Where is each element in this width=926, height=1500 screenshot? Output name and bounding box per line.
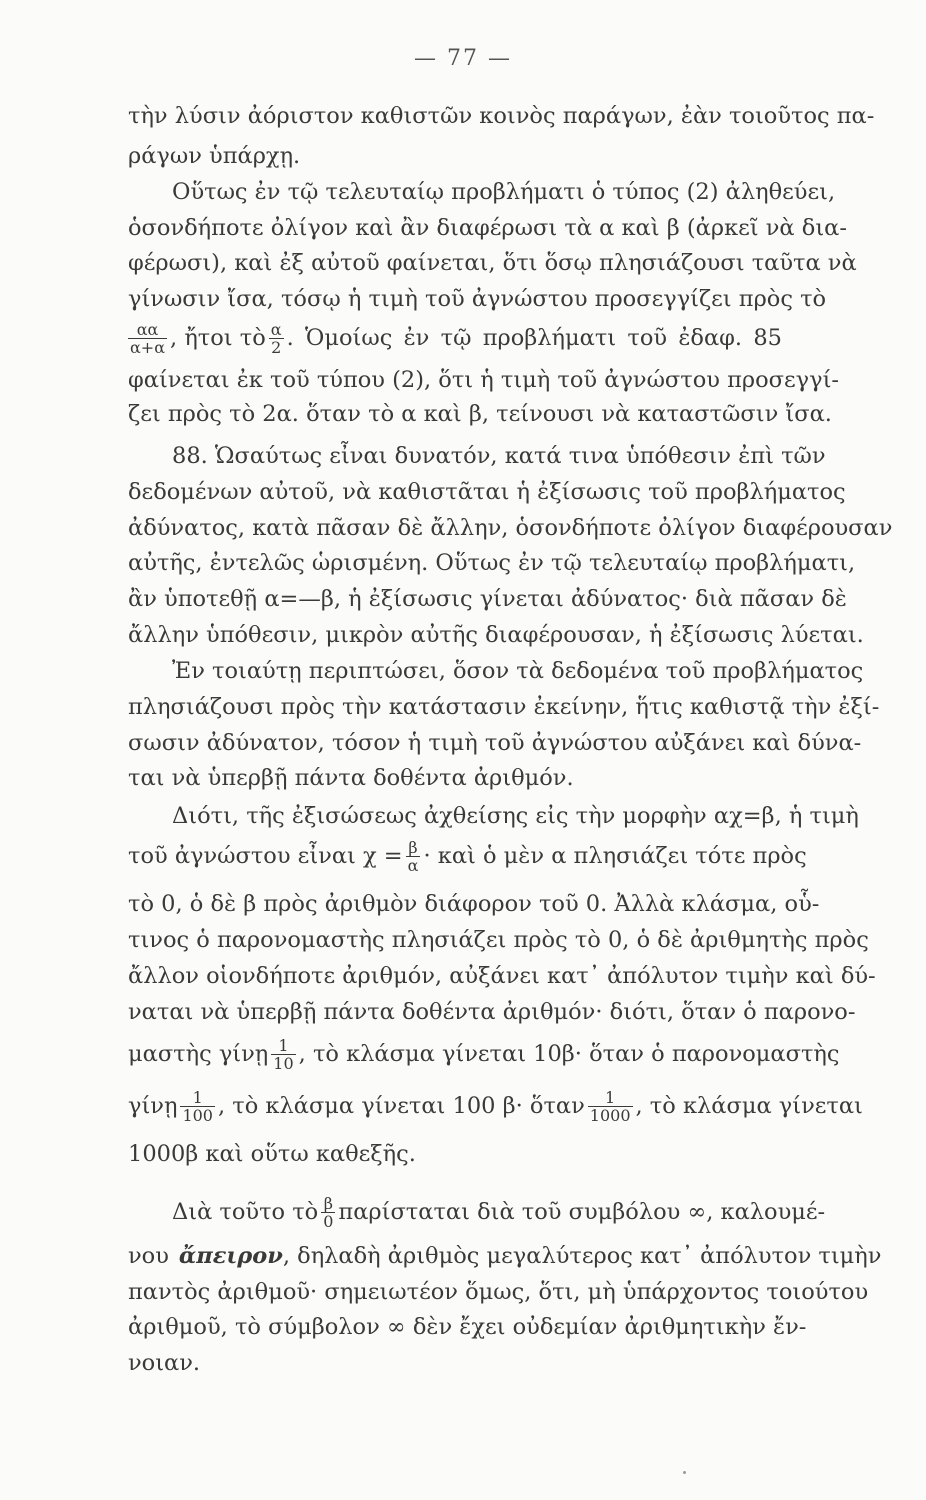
text-segment: , τὸ κλάσμα γίνεται 100 β· ὅταν: [217, 1093, 585, 1119]
text-line: Οὕτως ἐν τῷ τελευταίῳ προβλήματι ὁ τύπος (2) ἀληθεύει,: [172, 179, 836, 205]
fraction-denominator: 100: [182, 1105, 213, 1125]
text-line: ἀριθμοῦ, τὸ σύμβολον ∞ δὲν ἔχει οὐδεμίαν ἀριθμητικὴν ἔν-: [128, 1314, 807, 1340]
text-segment: μαστὴς γίνῃ: [128, 1041, 269, 1067]
fraction-numerator: β: [406, 839, 421, 857]
fraction-denominator: 2: [271, 337, 282, 357]
text-line-fraction: [128, 319, 782, 357]
fraction-numerator: 1: [180, 1089, 215, 1107]
fraction-numerator: 1: [271, 1037, 295, 1055]
text-segment: , ἤτοι τὸ: [170, 325, 266, 351]
fraction-numerator: αα: [128, 321, 167, 339]
fraction-numerator: 1: [588, 1089, 633, 1107]
text-line: τὴν λύσιν ἀόριστον καθιστῶν κοινὸς παράγων, ἐὰν τοιοῦτος πα-: [128, 103, 875, 129]
text-segment: , τὸ κλάσμα γίνεται 10β· ὅταν ὁ παρονομαστὴς: [298, 1041, 840, 1067]
text-line: σωσιν ἀδύνατον, τόσον ἡ τιμὴ τοῦ ἀγνώστου αὐξάνει καὶ δύνα-: [128, 730, 862, 756]
fraction-denominator: α: [407, 855, 419, 875]
text-line: πλησιάζουσι πρὸς τὴν κατάστασιν ἐκείνην, ἥτις καθιστᾷ τὴν ἐξί-: [128, 694, 880, 720]
text-line: 1000β καὶ οὕτω καθεξῆς.: [128, 1141, 416, 1167]
page-number: — 77 —: [414, 46, 512, 71]
text-line: ται νὰ ὑπερβῇ πάντα δοθέντα ἀριθμόν.: [128, 765, 574, 791]
text-line: αὐτῆς, ἐντελῶς ὡρισμένη. Οὕτως ἐν τῷ τελευταίῳ προβλήματι,: [128, 550, 856, 576]
text-line-fraction: [128, 837, 807, 875]
text-line: ἄλλον οἱονδήποτε ἀριθμόν, αὐξάνει κατ᾽ ἀπόλυτον τιμὴν καὶ δύ-: [128, 963, 876, 989]
fraction: [588, 1089, 633, 1124]
fraction: [269, 321, 284, 356]
text-line: τὸ 0, ὁ δὲ β πρὸς ἀριθμὸν διάφορον τοῦ 0. Ἀλλὰ κλάσμα, οὗ-: [128, 891, 820, 917]
paper-speck: [683, 1471, 686, 1474]
text-line: νοιαν.: [128, 1350, 201, 1376]
text-line-fraction: [172, 1193, 826, 1231]
text-segment: · καὶ ὁ μὲν α πλησιάζει τότε πρὸς: [423, 843, 807, 869]
text-line: ζει πρὸς τὸ 2α. ὅταν τὸ α καὶ β, τείνουσι νὰ καταστῶσιν ἴσα.: [128, 401, 832, 427]
text-segment: παρίσταται διὰ τοῦ συμβόλου ∞, καλουμέ-: [338, 1199, 826, 1225]
text-line: Διότι, τῆς ἐξισώσεως ἀχθείσης εἰς τὴν μορφὴν αχ=β, ἡ τιμὴ: [172, 803, 859, 829]
text-line: ὁσονδήποτε ὀλίγον καὶ ἂν διαφέρωσι τὰ α καὶ β (ἀρκεῖ νὰ δια-: [128, 215, 847, 241]
text-segment: [287, 322, 782, 354]
text-line: Ἐν τοιαύτῃ περιπτώσει, ὅσον τὰ δεδομένα τοῦ προβλήματος: [172, 658, 864, 684]
fraction-denominator: 0: [323, 1211, 334, 1231]
text-line: παντὸς ἀριθμοῦ· σημειωτέον ὅμως, ὅτι, μὴ ὑπάρχοντος τοιούτου: [128, 1279, 869, 1305]
text-line: [128, 1240, 882, 1272]
text-line: ναται νὰ ὑπερβῇ πάντα δοθέντα ἀριθμόν· διότι, ὅταν ὁ παρονο-: [128, 999, 856, 1025]
emphasis-term: ἄπειρον: [178, 1243, 283, 1269]
fraction: [321, 1195, 335, 1230]
text-segment: , δηλαδὴ ἀριθμὸς μεγαλύτερος κατ᾽ ἀπόλυτον τιμὴν: [282, 1243, 882, 1269]
fraction-denominator: 1000: [589, 1105, 631, 1125]
text-segment: νου: [128, 1243, 169, 1269]
text-line: ἀδύνατος, κατὰ πᾶσαν δὲ ἄλλην, ὁσονδήποτε ὀλίγον διαφέρουσαν: [128, 515, 893, 541]
fraction: [406, 839, 421, 874]
text-line: 88. Ὡσαύτως εἶναι δυνατόν, κατά τινα ὑπόθεσιν ἐπὶ τῶν: [172, 443, 826, 469]
text-line-fraction: [128, 1087, 863, 1125]
text-line: ἂν ὑποτεθῇ α=—β, ἡ ἐξίσωσις γίνεται ἀδύνατος· διὰ πᾶσαν δὲ: [128, 586, 847, 612]
text-line: τινος ὁ παρονομαστὴς πλησιάζει πρὸς τὸ 0, ὁ δὲ ἀριθμητὴς πρὸς: [128, 927, 869, 953]
text-line: γίνωσιν ἴσα, τόσῳ ἡ τιμὴ τοῦ ἀγνώστου προσεγγίζει πρὸς τὸ: [128, 286, 827, 312]
fraction-numerator: β: [321, 1195, 335, 1213]
text-segment: γίνῃ: [128, 1093, 178, 1119]
text-span: . Ὁμοίως ἐν τῷ προβλήματι τοῦ ἐδαφ. 85: [286, 325, 782, 351]
fraction: [128, 321, 167, 356]
text-line: φέρωσι), καὶ ἐξ αὐτοῦ φαίνεται, ὅτι ὅσῳ πλησιάζουσι ταῦτα νὰ: [128, 250, 857, 276]
fraction: [180, 1089, 215, 1124]
fraction-denominator: 10: [273, 1053, 294, 1073]
text-line: φαίνεται ἐκ τοῦ τύπου (2), ὅτι ἡ τιμὴ τοῦ ἀγνώστου προσεγγί-: [128, 367, 839, 393]
text-segment: τοῦ ἀγνώστου εἶναι χ =: [128, 843, 403, 869]
fraction-numerator: α: [270, 319, 282, 339]
text-line: ἄλλην ὑπόθεσιν, μικρὸν αὐτῆς διαφέρουσαν, ἡ ἐξίσωσις λύεται.: [128, 622, 864, 648]
fraction: [271, 1037, 295, 1072]
text-segment: , τὸ κλάσμα γίνεται: [635, 1093, 863, 1119]
text-line-fraction: [128, 1035, 840, 1073]
fraction-denominator: α+α: [130, 337, 166, 357]
text-line: ράγων ὑπάρχῃ.: [128, 143, 301, 169]
text-line: δεδομένων αὐτοῦ, νὰ καθιστᾶται ἡ ἐξίσωσις τοῦ προβλήματος: [128, 479, 846, 505]
text-segment: Διὰ τοῦτο τὸ: [172, 1199, 319, 1225]
